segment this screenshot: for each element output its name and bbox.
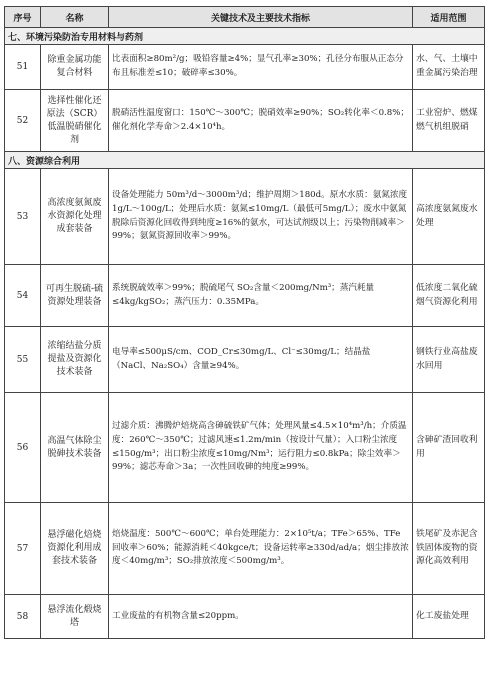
table-row — [5, 595, 485, 639]
table-row — [5, 90, 485, 152]
row-scope: 钢铁行业高盐废水回用 — [413, 327, 485, 393]
table-row — [5, 265, 485, 327]
row-name: 选择性催化还原法（SCR）低温脱硝催化剂 — [41, 90, 109, 152]
section-row — [5, 152, 485, 169]
row-scope: 水、气、土壤中重金属污染治理 — [413, 45, 485, 90]
row-spec: 比表面积≥80m²/g；吸铅容量≥4%；显气孔率≥30%；孔径分布服从正态分布且标准差≤10；破碎率≤30%。 — [109, 45, 413, 90]
table-row — [5, 393, 485, 503]
header-name: 名称 — [41, 7, 109, 28]
section-title: 八、资源综合利用 — [5, 152, 485, 169]
row-name: 高浓度氨氮废水资源化处理成套装备 — [41, 169, 109, 265]
row-scope: 工业窑炉、燃煤燃气机组脱硝 — [413, 90, 485, 152]
header-spec: 关键技术及主要技术指标 — [109, 7, 413, 28]
row-number: 52 — [5, 90, 41, 152]
table-row — [5, 169, 485, 265]
row-scope: 低浓度二氧化硫烟气资源化利用 — [413, 265, 485, 327]
row-number: 55 — [5, 327, 41, 393]
row-spec: 设备处理能力 50m³/d～3000m³/d；维护周期＞180d。原水水质：氨氮浓度 1g/L～100g/L；处理后水质：氨氮≤10mg/L（最低可5mg/L）；废水中氨氮脱除后资源化回收得到纯度≥16%的氨水，可达试剂级以上；污染物削减率＞99%；氨氮资源回收率＞99%。 — [109, 169, 413, 265]
table-header-row — [5, 7, 485, 28]
row-spec: 电导率≤500μS/cm、COD_Cr≤30mg/L、Cl⁻≤30mg/L；结晶盐（NaCl、Na₂SO₄）含量≥94%。 — [109, 327, 413, 393]
row-name: 悬浮磁化焙烧资源化利用成套技术装备 — [41, 503, 109, 595]
table-row — [5, 327, 485, 393]
row-spec: 过滤介质：沸腾炉焙烧高含砷硫铁矿气体；处理风量≤4.5×10⁴m³/h；介质温度：260℃～350℃；过滤风速≤1.2m/min（按设计气量）；入口粉尘浓度≤150g/m³；出口粉尘浓度≤10mg/Nm³；运行阻力≤0.8kPa；除尘效率＞99%；滤芯寿命＞3a；一次性回收砷的纯度≥99%。 — [109, 393, 413, 503]
row-name: 高温气体除尘脱砷技术装备 — [41, 393, 109, 503]
row-scope: 高浓度氨氮废水处理 — [413, 169, 485, 265]
row-scope: 化工废盐处理 — [413, 595, 485, 639]
row-number: 53 — [5, 169, 41, 265]
row-name: 悬浮流化煅烧塔 — [41, 595, 109, 639]
section-title: 七、环境污染防治专用材料与药剂 — [5, 28, 485, 45]
row-number: 51 — [5, 45, 41, 90]
row-spec: 脱硝活性温度窗口：150℃～300℃；脱硝效率≥90%；SO₂转化率＜0.8%；催化剂化学寿命＞2.4×10⁴h。 — [109, 90, 413, 152]
row-scope: 含砷矿渣回收利用 — [413, 393, 485, 503]
table-row — [5, 45, 485, 90]
row-number: 57 — [5, 503, 41, 595]
row-spec: 系统脱硫效率＞99%；脱硫尾气 SO₂含量＜200mg/Nm³；蒸汽耗量≤4kg/kgSO₂；蒸汽压力：0.35MPa。 — [109, 265, 413, 327]
row-number: 58 — [5, 595, 41, 639]
row-number: 54 — [5, 265, 41, 327]
row-number: 56 — [5, 393, 41, 503]
header-no: 序号 — [5, 7, 41, 28]
row-name: 除重金属功能复合材料 — [41, 45, 109, 90]
row-name: 可再生脱硫-硫资源处理装备 — [41, 265, 109, 327]
row-spec: 焙烧温度：500℃～600℃；单台处理能力：2×10⁵t/a；TFe＞65%、TFe 回收率＞60%；能源消耗＜40kgce/t；设备运转率≥330d/ad/a；烟尘排放浓度＜40mg/m³；SO₂排放浓度＜500mg/m³。 — [109, 503, 413, 595]
row-name: 浓缩结盐分质提盐及资源化技术装备 — [41, 327, 109, 393]
row-spec: 工业废盐的有机物含量≤20ppm。 — [109, 595, 413, 639]
row-scope: 铁尾矿及赤泥含铁固体废物的资源化高效利用 — [413, 503, 485, 595]
technology-table — [4, 6, 485, 639]
section-row — [5, 28, 485, 45]
header-scope: 适用范围 — [413, 7, 485, 28]
table-row — [5, 503, 485, 595]
